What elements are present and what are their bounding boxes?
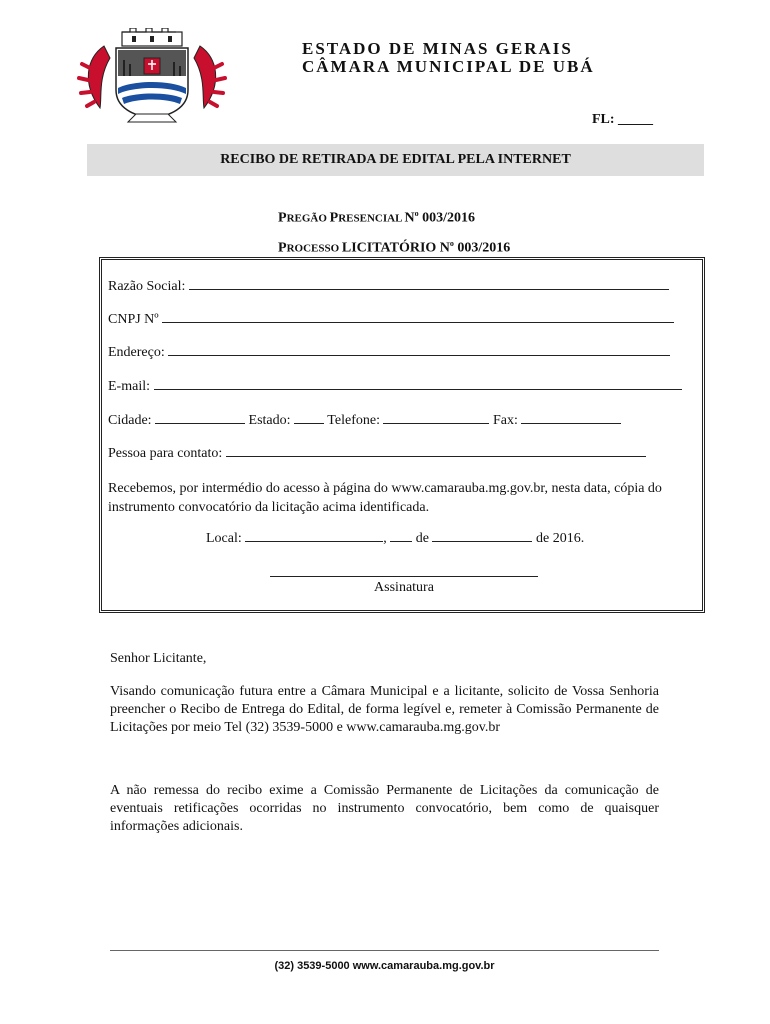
endereco-row xyxy=(108,344,670,361)
day-field[interactable] xyxy=(390,530,412,542)
receipt-form xyxy=(99,257,705,613)
cidade-label: Cidade: xyxy=(108,413,152,428)
endereco-label: Endereço: xyxy=(108,345,165,360)
footer-contact: (32) 3539-5000 www.camarauba.mg.gov.br xyxy=(274,960,495,972)
estado-field[interactable] xyxy=(294,412,324,424)
salutation: Senhor Licitante, xyxy=(110,651,207,666)
cnpj-row xyxy=(108,311,674,328)
signature-line[interactable] xyxy=(270,576,538,577)
estado-label: Estado: xyxy=(248,413,291,428)
footer-divider xyxy=(110,950,659,951)
state-heading: ESTADO DE MINAS GERAIS xyxy=(302,39,573,58)
cidade-field[interactable] xyxy=(155,412,245,424)
letter-paragraph-2: A não remessa do recibo exime a Comissão Permanente de Licitações da comunicação de eventuais retificações ocorridas no instrumento convocatório, bem como de quaisquer informações adicionais. xyxy=(110,783,659,834)
declaration-text: Recebemos, por intermédio do acesso à página do www.camarauba.mg.gov.br, nesta data, cópia do instrumento convocatório da licitação acima identificada. xyxy=(108,481,662,515)
local-date-row: Local: , de de 2016. xyxy=(206,531,585,546)
local-label: Local: xyxy=(206,531,242,546)
title-banner xyxy=(87,144,704,176)
signature-label: Assinatura xyxy=(374,580,434,595)
email-field[interactable] xyxy=(154,378,682,390)
email-label: E-mail: xyxy=(108,379,150,394)
contato-label: Pessoa para contato: xyxy=(108,446,223,461)
endereco-field[interactable] xyxy=(168,344,670,356)
pregao-heading: PREGÃO PRESENCIAL $N^o$ 003/2016 xyxy=(278,209,476,226)
fax-field[interactable] xyxy=(521,412,621,424)
month-field[interactable] xyxy=(432,530,532,542)
fax-label: Fax: xyxy=(492,413,518,428)
razao-social-label: Razão Social: xyxy=(108,279,186,294)
telefone-label: Telefone: xyxy=(327,413,380,428)
chamber-heading: CÂMARA MUNICIPAL DE UBÁ xyxy=(302,57,595,76)
cidade-row xyxy=(108,412,621,429)
email-row xyxy=(108,378,682,395)
page-folio-label: FL: _____ xyxy=(592,112,654,127)
contato-row xyxy=(108,445,646,462)
local-field[interactable] xyxy=(245,530,383,542)
razao-social-row xyxy=(108,278,669,295)
cnpj-label: CNPJ Nº xyxy=(108,312,159,327)
contato-field[interactable] xyxy=(226,445,646,457)
document-title: RECIBO DE RETIRADA DE EDITAL PELA INTERNET xyxy=(220,152,571,167)
telefone-field[interactable] xyxy=(383,412,489,424)
letter-paragraph-1: Visando comunicação futura entre a Câmara Municipal e a licitante, solicito de Vossa Senhoria preencher o Recibo de Entrega do Edital, de forma legível e, remeter à Comissão Permanente de Licitações por meio Tel (32) 3539-5000 e www.camarauba.mg.gov.br xyxy=(110,684,659,735)
cnpj-field[interactable] xyxy=(162,311,674,323)
coat-of-arms-logo xyxy=(76,28,228,124)
razao-social-field[interactable] xyxy=(189,278,669,290)
processo-heading: PROCESSO LICITATÓRIO $N^o$ 003/2016 xyxy=(278,239,511,256)
